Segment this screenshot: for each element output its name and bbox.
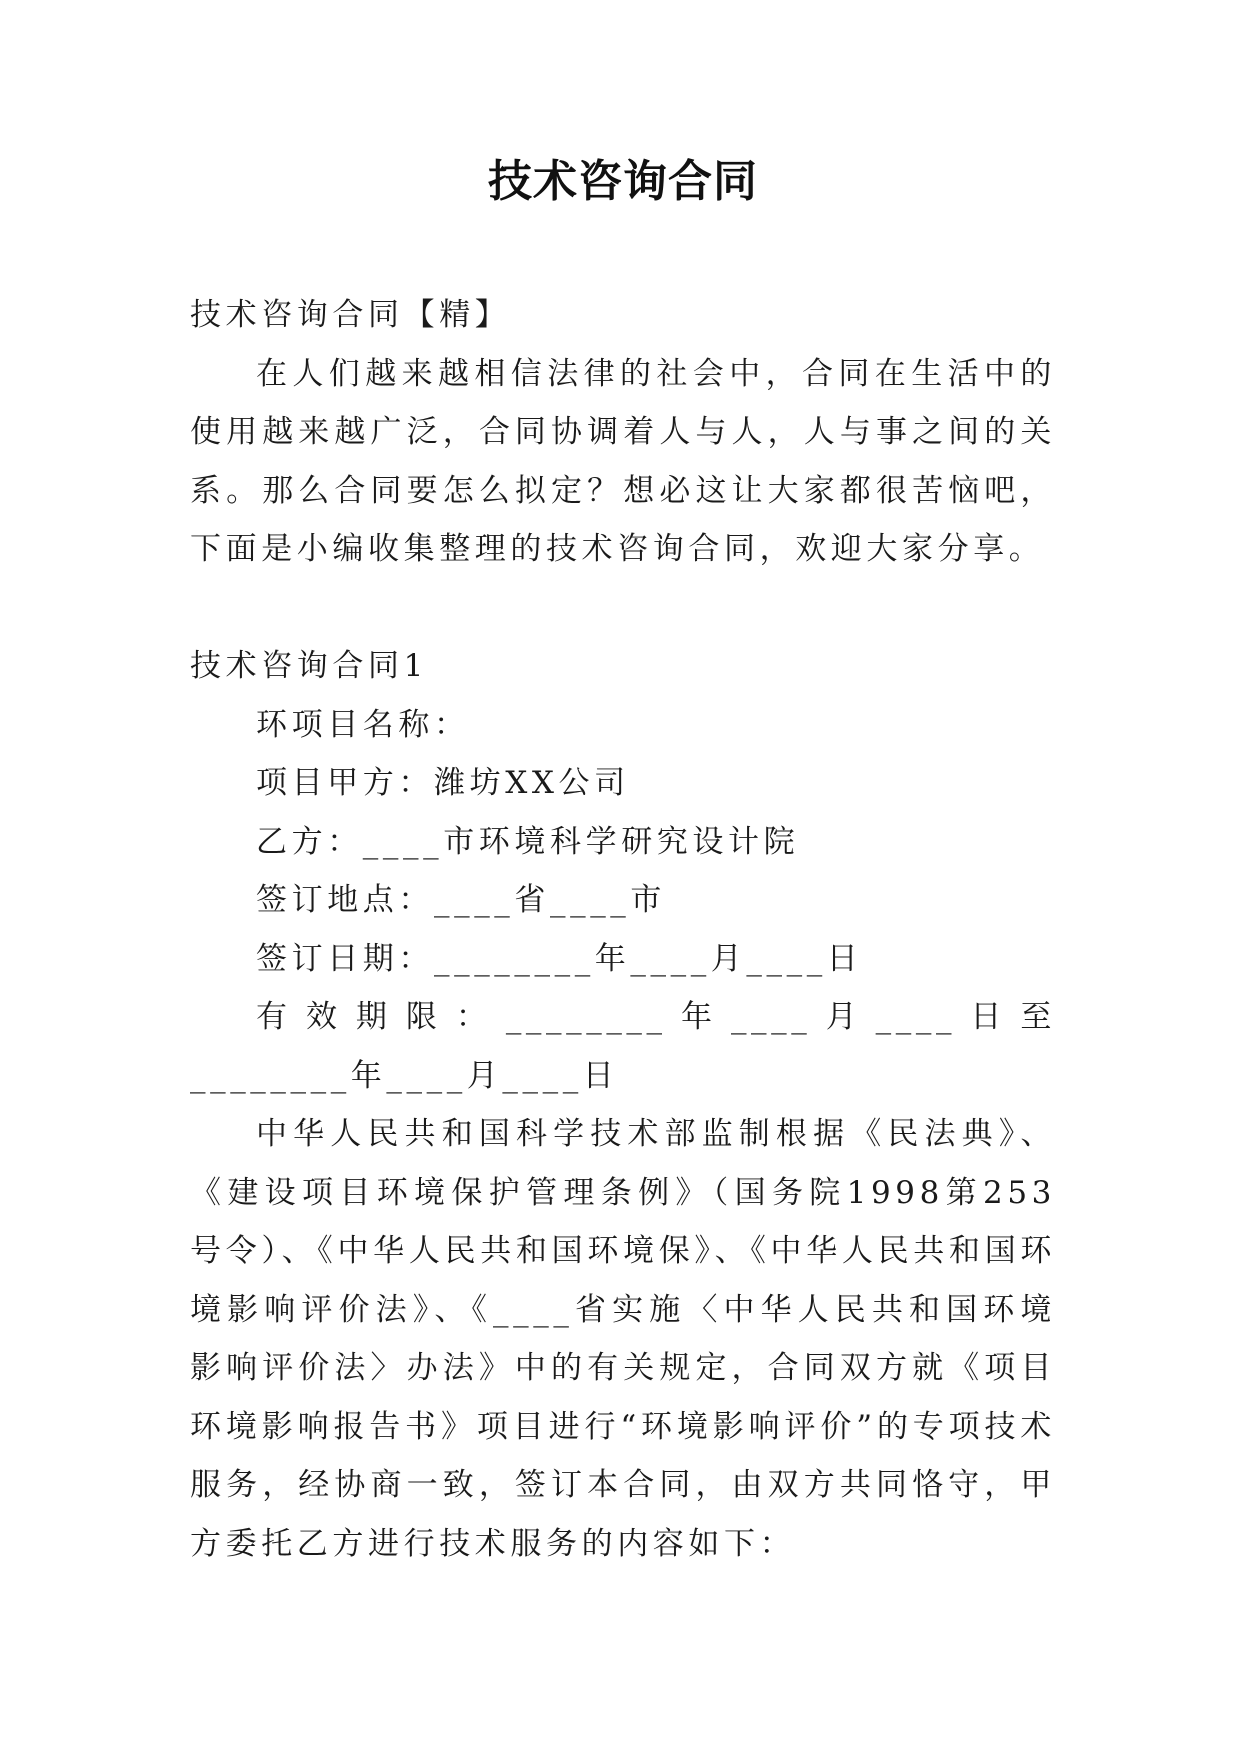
paragraph-spacer bbox=[190, 579, 1056, 638]
intro-paragraph: 在人们越来越相信法律的社会中，合同在生活中的使用越来越广泛，合同协调着人与人，人与事之间的关系。那么合同要怎么拟定？想必这让大家都很苦恼吧，下面是小编收集整理的技术咨询合同，欢迎大家分享。 bbox=[190, 355, 1056, 567]
project-name-line: 环项目名称： bbox=[256, 706, 470, 743]
party-a-line: 项目甲方：潍坊XX公司 bbox=[256, 765, 630, 801]
document-subtitle: 技术咨询合同【精】 bbox=[190, 297, 511, 333]
party-b-line: 乙方：____市环境科学研究设计院 bbox=[256, 823, 800, 860]
section-heading: 技术咨询合同1 bbox=[190, 648, 428, 684]
sign-date-line: 签订日期：________年____月____日 bbox=[256, 940, 863, 977]
body-paragraph: 中华人民共和国科学技术部监制根据《民法典》、《建设项目环境保护管理条例》（国务院1998第253号令）、《中华人民共和国环境保》、《中华人民共和国环境影响评价法》、《____省实施〈中华人民共和国环境影响评价法〉办法》中的有关规定，合同双方就《项目环境影响报告书》项目进行“环境影响评价”的专项技术服务，经协商一致，签订本合同，由双方共同恪守，甲方委托乙方进行技术服务的内容如下： bbox=[190, 1116, 1056, 1562]
document-body bbox=[190, 286, 1056, 1573]
document-title: 技术咨询合同 bbox=[488, 156, 758, 207]
validity-line: 有效期限：________年____月____日至________年____月____日 bbox=[190, 999, 1056, 1094]
sign-place-line: 签订地点：____省____市 bbox=[256, 882, 666, 918]
